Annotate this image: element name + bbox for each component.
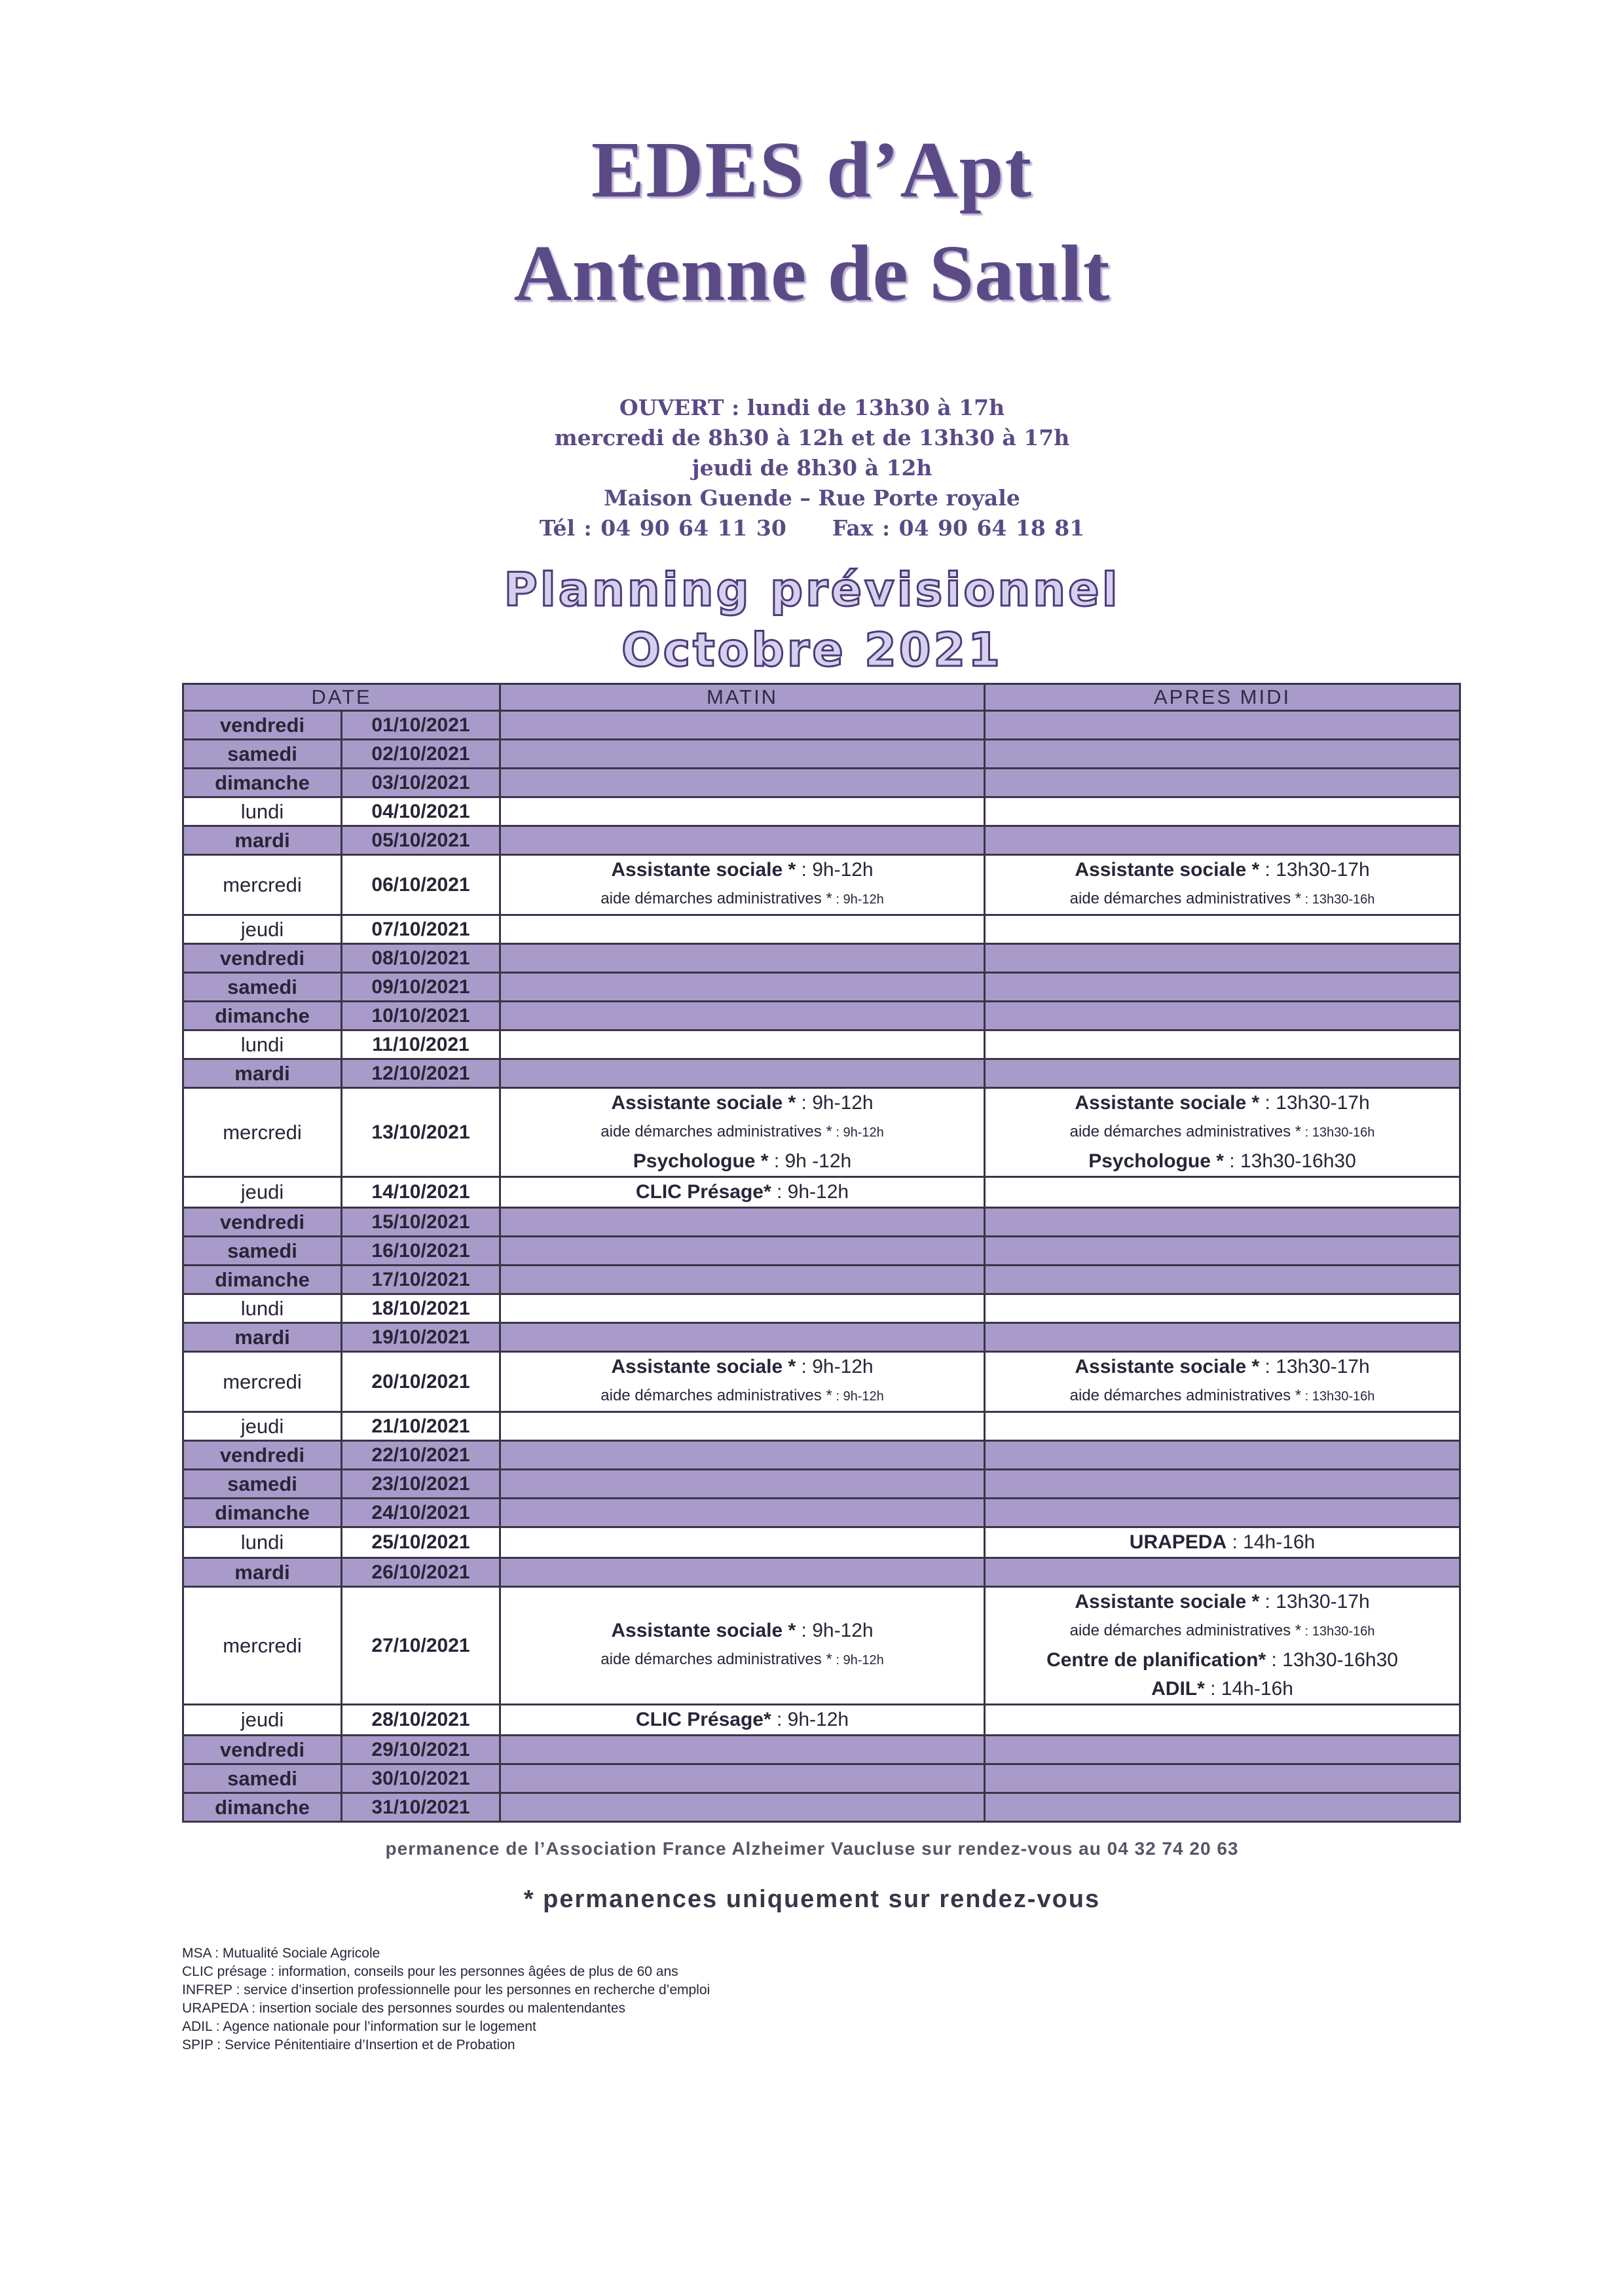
entry-service: Assistante sociale * [611,859,796,881]
row-day: dimanche [183,1266,342,1294]
cell-apres-midi [985,1088,1460,1177]
appointment-entry [986,1528,1459,1557]
table-row [183,1412,1460,1441]
row-day: dimanche [183,1002,342,1030]
table-row [183,1352,1460,1412]
entry-time: : 9h-12h [771,1709,849,1730]
cell-matin [500,711,985,740]
header-apres-midi: APRES MIDI [985,684,1460,711]
entry-time: : 9h-12h [796,1092,874,1114]
row-day: jeudi [183,1177,342,1208]
entry-service: ADIL* [1151,1678,1205,1700]
cell-matin [500,944,985,973]
cell-matin [500,1030,985,1059]
entry-service: aide démarches administratives * [600,1123,832,1140]
cell-apres-midi [985,1470,1460,1499]
row-day: dimanche [183,1499,342,1527]
row-day: samedi [183,1764,342,1793]
row-date: 16/10/2021 [342,1237,500,1266]
table-row [183,1587,1460,1705]
appointment-entry [986,1353,1459,1381]
table-row [183,1294,1460,1323]
table-row [183,1736,1460,1764]
opening-hours-line3: jeudi de 8h30 à 12h [692,455,932,481]
cell-apres-midi [985,944,1460,973]
row-day: mardi [183,1059,342,1088]
cell-matin [500,1352,985,1412]
cell-apres-midi [985,1499,1460,1527]
glossary-item: ADIL : Agence nationale pour l’information sur le logement [182,2019,536,2034]
cell-matin [500,1208,985,1237]
schedule-body [183,711,1460,1822]
table-row [183,711,1460,740]
table-row [183,944,1460,973]
row-date: 20/10/2021 [342,1352,500,1412]
appointment-entry [501,1645,984,1675]
cell-apres-midi [985,711,1460,740]
fax-number: Fax : 04 90 64 18 81 [832,515,1085,541]
entry-time: : 9h -12h [768,1150,852,1172]
table-row [183,740,1460,769]
cell-apres-midi [985,915,1460,944]
appointment-entry [986,1118,1459,1147]
row-day: dimanche [183,769,342,797]
table-row [183,1499,1460,1527]
appointment-note: * permanences uniquement sur rendez-vous [523,1886,1101,1913]
row-date: 18/10/2021 [342,1294,500,1323]
glossary-item: INFREP : service d’insertion professionnelle pour les personnes en recherche d’emploi [182,1982,710,1997]
row-date: 29/10/2021 [342,1736,500,1764]
table-row [183,769,1460,797]
table-row [183,1527,1460,1558]
cell-matin [500,1736,985,1764]
entry-time: : 13h30-17h [1259,859,1370,881]
cell-apres-midi [985,1705,1460,1736]
cell-matin [500,740,985,769]
header-matin: MATIN [500,684,985,711]
cell-apres-midi [985,1266,1460,1294]
row-day: mercredi [183,1352,342,1412]
row-date: 12/10/2021 [342,1059,500,1088]
table-row [183,973,1460,1002]
cell-apres-midi [985,1736,1460,1764]
cell-apres-midi [985,769,1460,797]
appointment-entry [986,1646,1459,1675]
row-date: 07/10/2021 [342,915,500,944]
row-date: 11/10/2021 [342,1030,500,1059]
cell-apres-midi [985,1412,1460,1441]
appointment-entry [501,1353,984,1381]
row-day: lundi [183,1527,342,1558]
row-day: jeudi [183,1705,342,1736]
appointment-entry [501,1381,984,1411]
cell-apres-midi [985,855,1460,915]
appointment-entry [501,1178,984,1207]
entry-time: : 13h30-16h [1301,1125,1375,1140]
cell-matin [500,1412,985,1441]
row-date: 06/10/2021 [342,855,500,915]
entry-time: : 9h-12h [832,1653,884,1667]
entry-service: aide démarches administratives * [600,1650,832,1668]
entry-service: Assistante sociale * [1075,1356,1260,1377]
entry-service: Psychologue * [633,1150,769,1172]
row-date: 04/10/2021 [342,797,500,826]
cell-apres-midi [985,1558,1460,1587]
table-row [183,1441,1460,1470]
row-date: 02/10/2021 [342,740,500,769]
entry-time: : 13h30-17h [1259,1092,1370,1114]
appointment-entry [986,1675,1459,1704]
entry-service: Assistante sociale * [1075,1092,1260,1114]
row-day: vendredi [183,1736,342,1764]
table-row [183,1177,1460,1208]
cell-apres-midi [985,1059,1460,1088]
cell-matin [500,1499,985,1527]
appointment-entry [501,856,984,884]
cell-apres-midi [985,1764,1460,1793]
row-day: mardi [183,826,342,855]
cell-apres-midi [985,1352,1460,1412]
entry-service: Assistante sociale * [611,1620,796,1641]
cell-matin [500,797,985,826]
entry-time: : 13h30-17h [1259,1356,1370,1377]
cell-apres-midi [985,973,1460,1002]
entry-service: URAPEDA [1129,1531,1227,1553]
row-day: mercredi [183,1587,342,1705]
row-date: 08/10/2021 [342,944,500,973]
entry-service: CLIC Présage* [635,1181,771,1203]
table-row [183,1237,1460,1266]
cell-matin [500,1002,985,1030]
cell-apres-midi [985,1030,1460,1059]
row-date: 09/10/2021 [342,973,500,1002]
alzheimer-note: permanence de l’Association France Alzheimer Vaucluse sur rendez-vous au 04 32 74 20 63 [385,1838,1239,1859]
table-row [183,826,1460,855]
row-day: mardi [183,1323,342,1352]
entry-service: Centre de planification* [1046,1649,1266,1671]
table-row [183,1030,1460,1059]
row-date: 10/10/2021 [342,1002,500,1030]
row-date: 28/10/2021 [342,1705,500,1736]
cell-matin [500,826,985,855]
table-row [183,1558,1460,1587]
appointment-entry [501,1147,984,1176]
header-date: DATE [183,684,500,711]
cell-matin [500,1237,985,1266]
appointment-entry [986,1147,1459,1176]
cell-matin [500,1323,985,1352]
appointment-entry [501,1616,984,1645]
glossary-item: URAPEDA : insertion sociale des personnes sourdes ou malentendantes [182,2001,626,2016]
appointment-entry [986,1588,1459,1616]
cell-matin [500,1177,985,1208]
entry-time: : 14h-16h [1204,1678,1293,1700]
entry-service: aide démarches administratives * [1069,1387,1302,1404]
row-date: 25/10/2021 [342,1527,500,1558]
row-day: jeudi [183,915,342,944]
row-date: 19/10/2021 [342,1323,500,1352]
planning-heading: Planning prévisionnel [504,563,1120,617]
entry-service: Assistante sociale * [1075,1591,1260,1613]
entry-service: aide démarches administratives * [600,890,832,907]
appointment-entry [501,884,984,914]
row-day: mercredi [183,855,342,915]
glossary-item: MSA : Mutualité Sociale Agricole [182,1946,380,1961]
entry-service: Assistante sociale * [611,1356,796,1377]
table-row [183,1088,1460,1177]
table-header-row [183,684,1460,711]
entry-service: aide démarches administratives * [1069,1622,1302,1639]
row-day: lundi [183,1294,342,1323]
row-day: lundi [183,1030,342,1059]
cell-apres-midi [985,1208,1460,1237]
cell-matin [500,1266,985,1294]
glossary-item: SPIP : Service Pénitentiaire d’Insertion et de Probation [182,2037,515,2052]
appointment-entry [986,1381,1459,1411]
entry-service: Psychologue * [1088,1150,1224,1172]
entry-service: Assistante sociale * [611,1092,796,1114]
cell-matin [500,1059,985,1088]
row-date: 17/10/2021 [342,1266,500,1294]
entry-time: : 13h30-16h30 [1266,1649,1398,1671]
planning-month: Octobre 2021 [621,623,1003,677]
row-date: 24/10/2021 [342,1499,500,1527]
page-title: EDES d’Apt [591,126,1033,214]
row-date: 23/10/2021 [342,1470,500,1499]
appointment-entry [986,1616,1459,1646]
cell-apres-midi [985,1323,1460,1352]
cell-matin [500,1088,985,1177]
opening-hours-line1: OUVERT : lundi de 13h30 à 17h [619,395,1005,420]
row-day: vendredi [183,1441,342,1470]
cell-apres-midi [985,740,1460,769]
row-date: 30/10/2021 [342,1764,500,1793]
appointment-entry [986,856,1459,884]
appointment-entry [501,1705,984,1734]
entry-time: : 13h30-16h [1301,892,1375,907]
entry-time: : 13h30-17h [1259,1591,1370,1613]
table-row [183,1793,1460,1822]
row-day: vendredi [183,944,342,973]
row-day: dimanche [183,1793,342,1822]
table-row [183,1002,1460,1030]
table-row [183,1764,1460,1793]
cell-apres-midi [985,1177,1460,1208]
phone-number: Tél : 04 90 64 11 30 [539,515,786,541]
glossary [182,1944,1099,2054]
row-date: 22/10/2021 [342,1441,500,1470]
table-row [183,1323,1460,1352]
entry-service: Assistante sociale * [1075,859,1260,881]
appointment-entry [986,884,1459,914]
page-subtitle: Antenne de Sault [513,229,1111,318]
row-date: 13/10/2021 [342,1088,500,1177]
cell-apres-midi [985,1237,1460,1266]
row-day: lundi [183,797,342,826]
row-day: samedi [183,1470,342,1499]
glossary-item: CLIC présage : information, conseils pour les personnes âgées de plus de 60 ans [182,1964,678,1979]
entry-service: aide démarches administratives * [1069,890,1302,907]
cell-matin [500,1793,985,1822]
entry-time: : 9h-12h [796,859,874,881]
cell-matin [500,769,985,797]
row-day: mercredi [183,1088,342,1177]
entry-service: CLIC Présage* [635,1709,771,1730]
cell-apres-midi [985,1793,1460,1822]
cell-apres-midi [985,797,1460,826]
entry-time: : 9h-12h [832,892,884,907]
row-date: 31/10/2021 [342,1793,500,1822]
address: Maison Guende – Rue Porte royale [604,485,1020,511]
entry-time: : 13h30-16h [1301,1389,1375,1404]
entry-time: : 9h-12h [796,1356,874,1377]
row-day: samedi [183,1237,342,1266]
opening-hours-line2: mercredi de 8h30 à 12h et de 13h30 à 17h [554,425,1070,450]
appointment-entry [501,1118,984,1147]
row-date: 27/10/2021 [342,1587,500,1705]
row-date: 05/10/2021 [342,826,500,855]
cell-apres-midi [985,1441,1460,1470]
cell-apres-midi [985,1294,1460,1323]
table-row [183,915,1460,944]
table-row [183,1208,1460,1237]
row-day: vendredi [183,711,342,740]
row-day: samedi [183,973,342,1002]
cell-apres-midi [985,1002,1460,1030]
cell-matin [500,1558,985,1587]
cell-matin [500,1587,985,1705]
cell-matin [500,915,985,944]
entry-time: : 9h-12h [771,1181,849,1203]
cell-apres-midi [985,1587,1460,1705]
entry-time: : 13h30-16h [1301,1624,1375,1639]
row-date: 26/10/2021 [342,1558,500,1587]
cell-matin [500,1527,985,1558]
table-row [183,1470,1460,1499]
table-row [183,1705,1460,1736]
table-row [183,797,1460,826]
row-day: mardi [183,1558,342,1587]
cell-matin [500,1294,985,1323]
entry-time: : 9h-12h [832,1125,884,1140]
cell-matin [500,973,985,1002]
row-date: 15/10/2021 [342,1208,500,1237]
entry-time: : 14h-16h [1227,1531,1316,1553]
table-row [183,855,1460,915]
appointment-entry [501,1089,984,1118]
row-date: 21/10/2021 [342,1412,500,1441]
entry-time: : 9h-12h [832,1389,884,1404]
cell-apres-midi [985,826,1460,855]
cell-matin [500,855,985,915]
cell-matin [500,1441,985,1470]
entry-time: : 9h-12h [796,1620,874,1641]
row-day: jeudi [183,1412,342,1441]
row-date: 14/10/2021 [342,1177,500,1208]
table-row [183,1266,1460,1294]
appointment-entry [986,1089,1459,1118]
row-day: vendredi [183,1208,342,1237]
entry-time: : 13h30-16h30 [1223,1150,1356,1172]
entry-service: aide démarches administratives * [600,1387,832,1404]
cell-apres-midi [985,1527,1460,1558]
table-row [183,1059,1460,1088]
entry-service: aide démarches administratives * [1069,1123,1302,1140]
row-day: samedi [183,740,342,769]
contact-line [0,513,1624,543]
row-date: 03/10/2021 [342,769,500,797]
row-date: 01/10/2021 [342,711,500,740]
cell-matin [500,1705,985,1736]
cell-matin [500,1764,985,1793]
cell-matin [500,1470,985,1499]
schedule-table [182,683,1461,1823]
